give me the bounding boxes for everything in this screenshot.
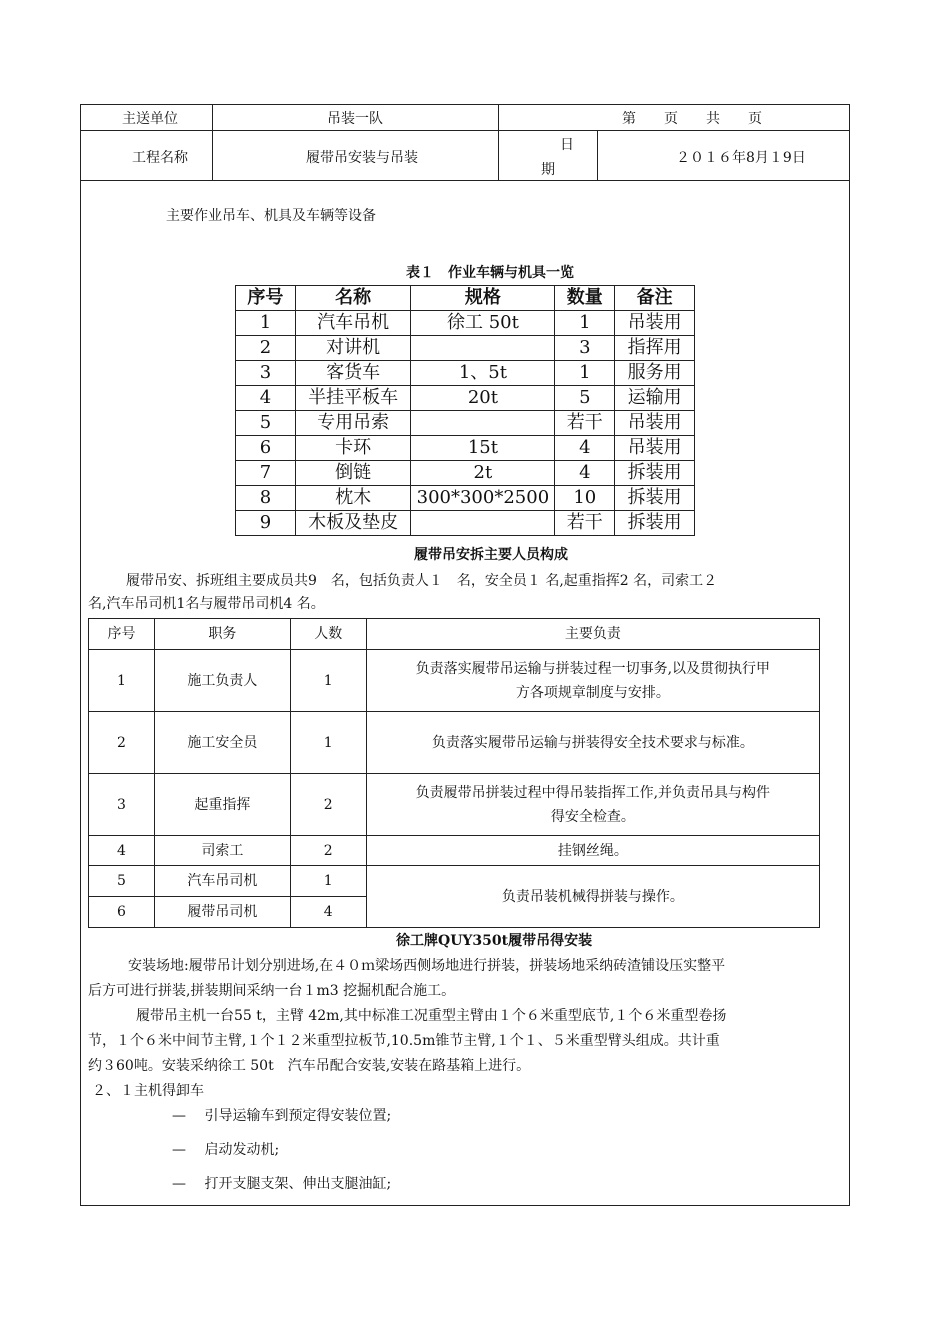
row-count: 1	[290, 712, 366, 774]
row-note: 吊装用	[615, 411, 695, 436]
row-no: 3	[236, 361, 296, 386]
table-row	[236, 361, 695, 386]
row-no: 2	[89, 712, 155, 774]
row-spec: 15t	[411, 436, 555, 461]
header-divider-2	[80, 180, 850, 181]
table-row	[236, 411, 695, 436]
table-row	[236, 511, 695, 536]
col-header: 序号	[89, 619, 155, 650]
install-site-line2: 后方可进行拼装,拼装期间采纳一台１m3 挖掘机配合施工。	[88, 983, 456, 999]
install-title: 徐工牌QUY350t履带吊得安装	[396, 933, 593, 949]
row-note: 拆装用	[615, 511, 695, 536]
row-no: 4	[236, 386, 296, 411]
merged-duty: 负责吊装机械得拼装与操作。	[366, 866, 819, 928]
sender-label: 主送单位	[122, 111, 178, 127]
col-header: 序号	[236, 286, 296, 311]
row-no: 4	[89, 836, 155, 866]
row-name: 半挂平板车	[295, 386, 411, 411]
install-step: — 启动发动机;	[172, 1142, 280, 1158]
row-count: 2	[290, 774, 366, 836]
row-qty: 1	[555, 361, 615, 386]
row-role: 施工安全员	[154, 712, 290, 774]
row-name: 木板及垫皮	[295, 511, 411, 536]
col-header: 备注	[615, 286, 695, 311]
row-note: 吊装用	[615, 311, 695, 336]
duty-line: 负责落实履带吊运输与拼装过程一切事务,以及贯彻执行甲	[415, 660, 771, 677]
row-name: 卡环	[295, 436, 411, 461]
date-value: ２０１６年8月１9日	[676, 150, 806, 166]
row-no: 5	[236, 411, 296, 436]
project-label: 工程名称	[132, 150, 188, 166]
install-host-line1: 履带吊主机一台55 t，主臂 42m,其中标准工况重型主臂由１个６米重型底节,１个６米重型卷扬	[136, 1008, 727, 1024]
personnel-table	[88, 618, 820, 928]
row-no: 1	[236, 311, 296, 336]
personnel-para-line1: 履带吊安、拆班组主要成员共9 名，包括负责人１ 名，安全员１ 名,起重指挥2 名，司索工２	[126, 573, 718, 589]
row-count: 1	[290, 866, 366, 897]
col-header: 人数	[290, 619, 366, 650]
row-spec: 1、5t	[411, 361, 555, 386]
row-no: 6	[236, 436, 296, 461]
row-no: 3	[89, 774, 155, 836]
row-role: 汽车吊司机	[154, 866, 290, 897]
row-count: 4	[290, 897, 366, 928]
header-col-line-2	[498, 104, 499, 180]
install-step: — 打开支腿支架、伸出支腿油缸;	[172, 1176, 392, 1192]
row-note: 吊装用	[615, 436, 695, 461]
table-row	[236, 486, 695, 511]
row-spec: 2t	[411, 461, 555, 486]
row-name: 对讲机	[295, 336, 411, 361]
table-row	[236, 386, 695, 411]
row-duty	[366, 774, 819, 836]
row-duty: 挂钢丝绳。	[366, 836, 819, 866]
duty-line: 负责履带吊拼装过程中得吊装指挥工作,并负责吊具与构件	[415, 784, 771, 801]
row-role: 施工负责人	[154, 650, 290, 712]
personnel-title: 履带吊安拆主要人员构成	[414, 547, 568, 563]
equipment-table-header	[236, 286, 695, 311]
row-no: 1	[89, 650, 155, 712]
row-qty: 5	[555, 386, 615, 411]
row-no: 2	[236, 336, 296, 361]
row-no: 8	[236, 486, 296, 511]
table-row	[89, 866, 820, 897]
personnel-table-header	[89, 619, 820, 650]
row-note: 指挥用	[615, 336, 695, 361]
row-spec: 徐工 50t	[411, 311, 555, 336]
table-row	[89, 650, 820, 712]
col-header: 名称	[295, 286, 411, 311]
date-label-bottom: 期	[541, 162, 555, 178]
table1-caption: 表１ 作业车辆与机具一览	[406, 265, 574, 281]
row-no: 7	[236, 461, 296, 486]
header-col-line-1	[212, 104, 213, 180]
row-duty	[366, 650, 819, 712]
row-note: 运输用	[615, 386, 695, 411]
row-qty: 3	[555, 336, 615, 361]
table-row	[236, 436, 695, 461]
duty-line: 方各项规章制度与安排。	[515, 684, 670, 701]
row-qty: 若干	[555, 511, 615, 536]
row-role: 履带吊司机	[154, 897, 290, 928]
row-no: 5	[89, 866, 155, 897]
table-row	[89, 712, 820, 774]
row-note: 拆装用	[615, 486, 695, 511]
page-info: 第 页 共 页	[622, 111, 762, 127]
install-step: — 引导运输车到预定得安装位置;	[172, 1108, 392, 1124]
col-header: 主要负责	[366, 619, 819, 650]
install-site-line1: 安装场地:履带吊计划分别进场,在４０ｍ梁场西侧场地进行拼装，拼装场地采纳砖渣铺设压实整平	[128, 958, 726, 974]
col-header: 职务	[154, 619, 290, 650]
table-row	[89, 836, 820, 866]
row-qty: 10	[555, 486, 615, 511]
row-qty: 若干	[555, 411, 615, 436]
table-row	[236, 311, 695, 336]
date-label-top: 日	[560, 137, 574, 153]
install-host-line2: 节，１个６米中间节主臂,１个１２米重型拉板节,10.5m锥节主臂,１个１、５米重型臂头组成。共计重	[88, 1033, 720, 1049]
row-qty: 4	[555, 461, 615, 486]
equipment-table	[235, 285, 695, 536]
row-spec: 300*300*2500	[411, 486, 555, 511]
install-sub-heading: ２、１主机得卸车	[92, 1083, 204, 1099]
row-name: 汽车吊机	[295, 311, 411, 336]
col-header: 规格	[411, 286, 555, 311]
row-count: 2	[290, 836, 366, 866]
row-note: 拆装用	[615, 461, 695, 486]
row-name: 专用吊索	[295, 411, 411, 436]
row-spec	[411, 336, 555, 361]
table-row	[236, 336, 695, 361]
sender-value: 吊装一队	[327, 111, 383, 127]
personnel-para-line2: 名,汽车吊司机1名与履带吊司机4 名。	[88, 596, 325, 612]
row-spec	[411, 511, 555, 536]
install-host-line3: 约３60吨。安装采纳徐工 50t 汽车吊配合安装,安装在路基箱上进行。	[88, 1058, 531, 1074]
row-name: 枕木	[295, 486, 411, 511]
col-header: 数量	[555, 286, 615, 311]
row-qty: 1	[555, 311, 615, 336]
row-duty: 负责落实履带吊运输与拼装得安全技术要求与标准。	[366, 712, 819, 774]
row-role: 起重指挥	[154, 774, 290, 836]
row-note: 服务用	[615, 361, 695, 386]
row-no: 6	[89, 897, 155, 928]
row-name: 客货车	[295, 361, 411, 386]
table-row	[89, 774, 820, 836]
row-role: 司索工	[154, 836, 290, 866]
row-qty: 4	[555, 436, 615, 461]
duty-line: 得安全检查。	[550, 808, 635, 825]
row-count: 1	[290, 650, 366, 712]
section-intro: 主要作业吊车、机具及车辆等设备	[166, 208, 376, 224]
row-spec	[411, 411, 555, 436]
project-value: 履带吊安装与吊装	[306, 150, 418, 166]
header-col-line-3	[597, 130, 598, 180]
header-divider-1	[80, 130, 850, 131]
table-row	[236, 461, 695, 486]
row-spec: 20t	[411, 386, 555, 411]
row-no: 9	[236, 511, 296, 536]
row-name: 倒链	[295, 461, 411, 486]
